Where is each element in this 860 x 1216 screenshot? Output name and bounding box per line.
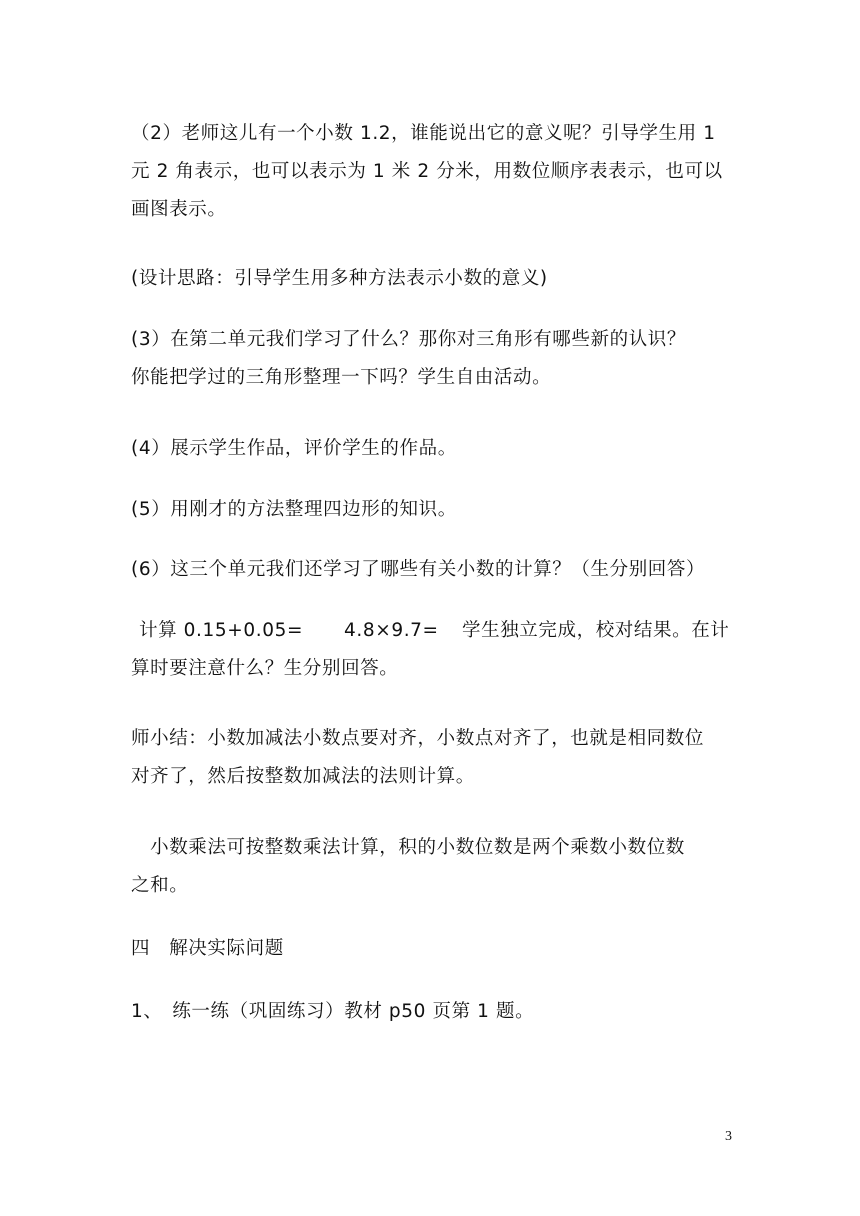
text-line: 元 2 角表示，也可以表示为 1 米 2 分米，用数位顺序表表示，也可以 bbox=[131, 161, 723, 182]
text-line: 小数乘法可按整数乘法计算，积的小数位数是两个乘数小数位数 bbox=[131, 837, 685, 858]
paragraph-practice-exercise bbox=[131, 993, 731, 1031]
calc-multiplication: 4.8×9.7= bbox=[344, 620, 439, 641]
calc-line bbox=[131, 612, 731, 650]
paragraph-teacher-summary bbox=[131, 720, 731, 796]
paragraph-triangles bbox=[131, 321, 731, 397]
text-line: 算时要注意什么？生分别回答。 bbox=[131, 658, 399, 679]
text-line: 四 解决实际问题 bbox=[131, 938, 284, 959]
page-number: 3 bbox=[725, 1129, 732, 1144]
paragraph-decimal-calculation bbox=[131, 551, 731, 589]
text-line: (4）展示学生作品，评价学生的作品。 bbox=[131, 438, 457, 459]
section-heading-practical-problems bbox=[131, 930, 731, 968]
text-line: 师小结：小数加减法小数点要对齐，小数点对齐了，也就是相同数位 bbox=[131, 728, 705, 749]
paragraph-show-work bbox=[131, 430, 731, 468]
text-line: (6）这三个单元我们还学习了哪些有关小数的计算？（生分别回答） bbox=[131, 559, 706, 580]
text-line: 画图表示。 bbox=[131, 199, 227, 220]
text-line: (设计思路：引导学生用多种方法表示小数的意义) bbox=[131, 268, 548, 289]
text-line: 1、 练一练（巩固练习）教材 p50 页第 1 题。 bbox=[131, 1001, 535, 1022]
calc-instruction: 学生独立完成，校对结果。在计 bbox=[462, 620, 730, 641]
paragraph-quadrilaterals bbox=[131, 491, 731, 529]
text-line: （2）老师这儿有一个小数 1.2，谁能说出它的意义呢？引导学生用 1 bbox=[131, 123, 716, 144]
paragraph-design-idea bbox=[131, 260, 731, 298]
text-line: 之和。 bbox=[131, 875, 189, 896]
paragraph-calculation-exercise bbox=[131, 612, 731, 688]
text-line: 对齐了，然后按整数加减法的法则计算。 bbox=[131, 766, 475, 787]
paragraph-multiplication-rule bbox=[131, 829, 731, 905]
text-line: (3）在第二单元我们学习了什么？那你对三角形有哪些新的认识？ bbox=[131, 329, 686, 350]
text-line: 你能把学过的三角形整理一下吗？学生自由活动。 bbox=[131, 367, 552, 388]
calc-addition: 计算 0.15+0.05= bbox=[139, 620, 304, 641]
text-line: (5）用刚才的方法整理四边形的知识。 bbox=[131, 499, 457, 520]
paragraph-decimal-meaning bbox=[131, 115, 731, 229]
